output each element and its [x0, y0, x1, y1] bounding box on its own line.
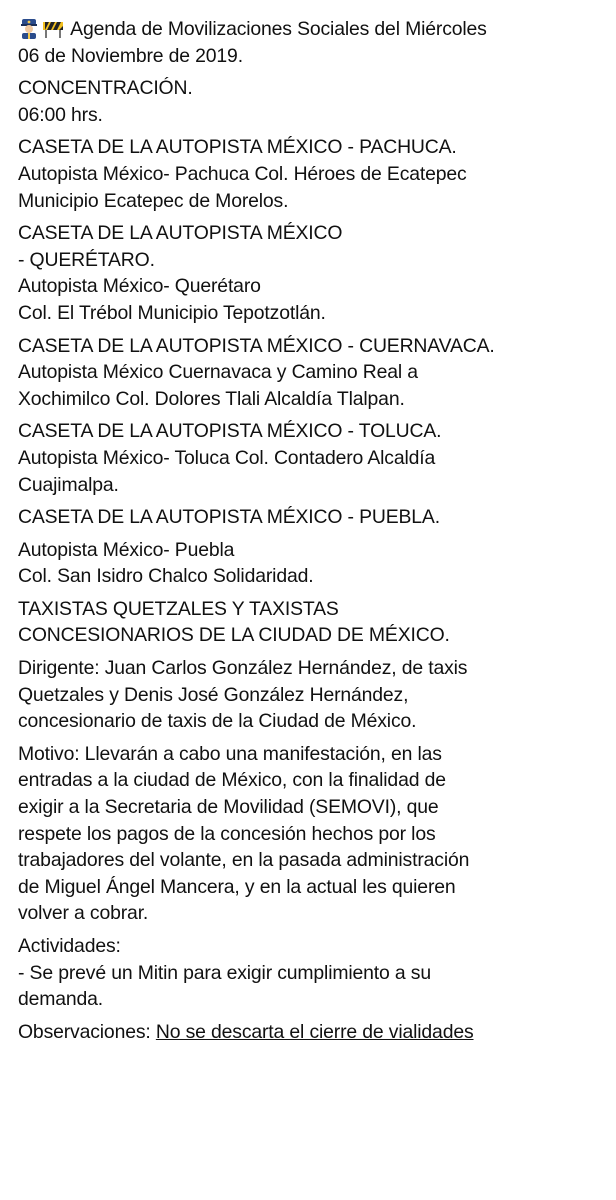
- concentracion-title: CONCENTRACIÓN.: [18, 77, 193, 100]
- observaciones-label: Observaciones:: [18, 1020, 156, 1043]
- motivo-line: trabajadores del volante, en la pasada administración: [18, 849, 470, 872]
- actividades-line: demanda.: [18, 988, 104, 1011]
- observaciones-link[interactable]: No se descarta el cierre de vialidades: [155, 1020, 474, 1043]
- motivo-line: de Miguel Ángel Mancera, y en la actual les quieren: [18, 875, 456, 898]
- police-officer-icon: [18, 17, 40, 39]
- group-line: CONCESIONARIOS DE LA CIUDAD DE MÉXICO.: [18, 624, 450, 647]
- actividades-line: - Se prevé un Mitin para exigir cumplimiento a su: [18, 961, 431, 984]
- concentracion-block: [18, 75, 608, 128]
- location-line: Autopista México Cuernavaca y Camino Real a: [18, 361, 418, 384]
- location-line: CASETA DE LA AUTOPISTA MÉXICO - TOLUCA.: [18, 420, 442, 443]
- location-cuernavaca: [18, 333, 608, 413]
- motivo-line: volver a cobrar.: [18, 902, 149, 925]
- group-line: TAXISTAS QUETZALES Y TAXISTAS: [18, 597, 339, 620]
- location-puebla-title: [18, 504, 608, 531]
- dirigente-block: [18, 655, 608, 735]
- location-line: CASETA DE LA AUTOPISTA MÉXICO - CUERNAVACA.: [18, 334, 495, 357]
- motivo-line: exigir a la Secretaria de Movilidad (SEMOVI), que: [18, 796, 439, 819]
- location-line: Cuajimalpa.: [18, 473, 119, 496]
- dirigente-line: concesionario de taxis de la Ciudad de México.: [18, 710, 417, 733]
- location-line: - QUERÉTARO.: [18, 248, 155, 271]
- location-line: CASETA DE LA AUTOPISTA MÉXICO - PUEBLA.: [18, 506, 440, 529]
- concentracion-time: 06:00 hrs.: [18, 103, 103, 126]
- location-line: Col. El Trébol Municipio Tepotzotlán.: [18, 301, 326, 324]
- location-line: Autopista México- Pachuca Col. Héroes de Ecatepec: [18, 162, 467, 185]
- agenda-title: Agenda de Movilizaciones Sociales del Miércoles: [70, 18, 487, 40]
- actividades-line: Actividades:: [18, 935, 121, 957]
- actividades-block: [18, 933, 608, 1013]
- location-pachuca: [18, 134, 608, 214]
- location-line: Autopista México- Puebla: [18, 538, 235, 561]
- dirigente-line: Quetzales y Denis José González Hernández,: [18, 683, 409, 706]
- observaciones-block: [18, 1019, 608, 1046]
- group-block: [18, 596, 608, 649]
- location-line: Xochimilco Col. Dolores Tlali Alcaldía Tlalpan.: [18, 387, 405, 410]
- agenda-date: 06 de Noviembre de 2019.: [18, 44, 243, 67]
- location-puebla-address: [18, 537, 608, 590]
- motivo-block: [18, 741, 608, 927]
- motivo-line: entradas a la ciudad de México, con la finalidad de: [18, 769, 446, 792]
- construction-barrier-icon: [42, 17, 64, 39]
- location-line: CASETA DE LA AUTOPISTA MÉXICO - PACHUCA.: [18, 136, 457, 159]
- motivo-line: respete los pagos de la concesión hechos por los: [18, 822, 436, 845]
- location-toluca: [18, 418, 608, 498]
- post-body: [18, 16, 608, 1051]
- dirigente-line: Dirigente: Juan Carlos González Hernández, de taxis: [18, 657, 468, 680]
- location-queretaro: [18, 220, 608, 326]
- location-line: Col. San Isidro Chalco Solidaridad.: [18, 565, 314, 588]
- location-line: Autopista México- Querétaro: [18, 275, 261, 298]
- motivo-line: Motivo: Llevarán a cabo una manifestación, en las: [18, 742, 442, 765]
- location-line: Autopista México- Toluca Col. Contadero Alcaldía: [18, 446, 436, 469]
- post-header: [18, 16, 608, 69]
- location-line: Municipio Ecatepec de Morelos.: [18, 189, 289, 212]
- location-line: CASETA DE LA AUTOPISTA MÉXICO: [18, 222, 343, 245]
